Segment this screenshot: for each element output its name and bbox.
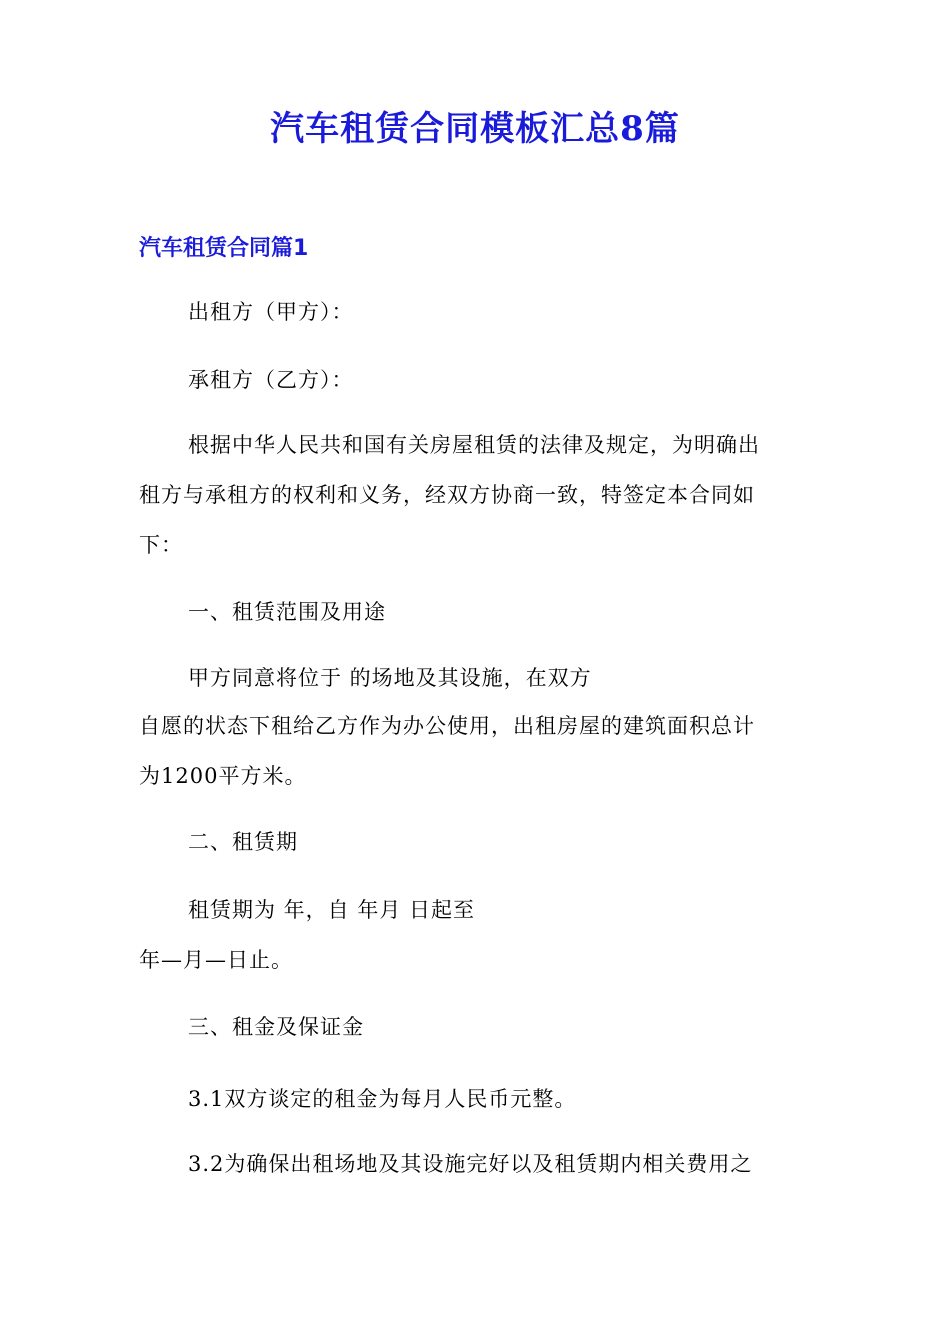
lessee-line: 承租方（乙方）： <box>188 368 354 392</box>
lessor-line: 出租方（甲方）： <box>188 300 354 324</box>
clause-heading: 二、租赁期 <box>188 830 298 854</box>
paragraph-line: 下： <box>139 533 183 557</box>
clause-heading: 三、租金及保证金 <box>188 1015 364 1039</box>
paragraph-line: 甲方同意将位于 的场地及其设施，在双方 <box>188 666 592 690</box>
section-heading: 汽车租赁合同篇1 <box>139 236 309 261</box>
paragraph-line: 租赁期为 年，自 年月 日起至 <box>188 898 476 922</box>
clause-heading: 一、租赁范围及用途 <box>188 600 386 624</box>
paragraph-line: 3.1双方谈定的租金为每月人民币元整。 <box>188 1087 577 1111</box>
document-title: 汽车租赁合同模板汇总8篇 <box>270 109 680 149</box>
paragraph-line: 自愿的状态下租给乙方作为办公使用，出租房屋的建筑面积总计 <box>139 714 755 738</box>
paragraph-line: 根据中华人民共和国有关房屋租赁的法律及规定，为明确出 <box>188 433 760 457</box>
paragraph-line: 租方与承租方的权利和义务，经双方协商一致，特签定本合同如 <box>139 483 755 507</box>
paragraph-line: 年—月—日止。 <box>139 948 293 972</box>
paragraph-line: 为1200平方米。 <box>139 764 307 788</box>
paragraph-line: 3.2为确保出租场地及其设施完好以及租赁期内相关费用之 <box>188 1152 753 1176</box>
